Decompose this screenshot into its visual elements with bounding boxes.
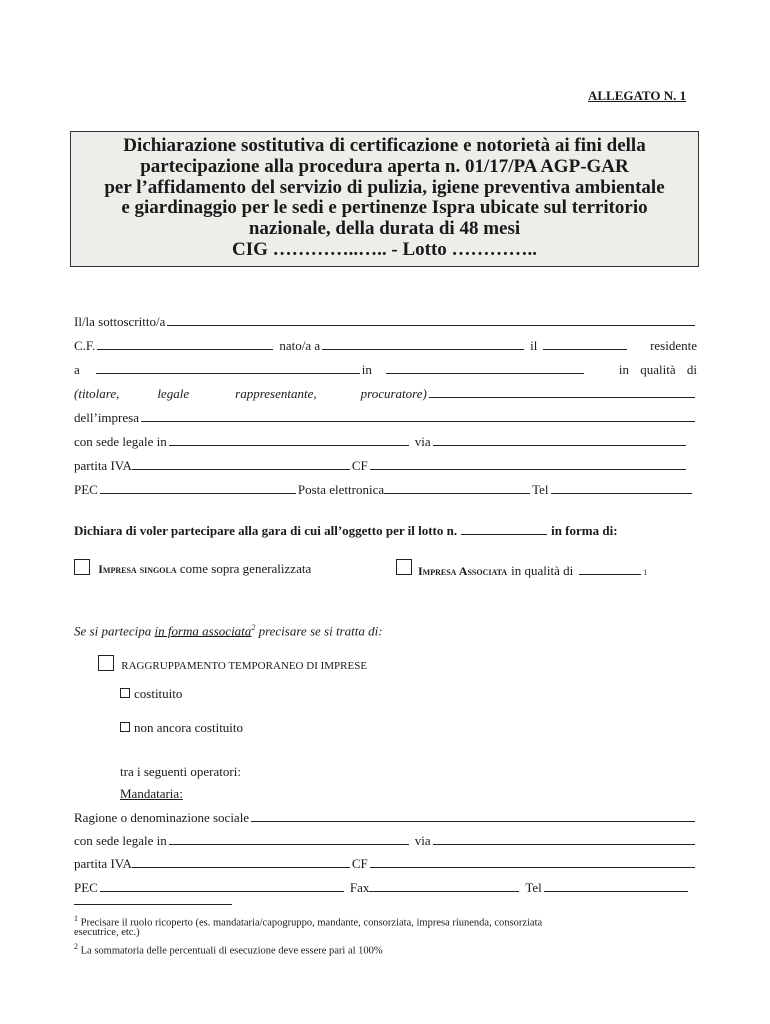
impresa-associata-checkbox[interactable] [396, 559, 412, 575]
mandataria-sede-label: con sede legale in [74, 833, 167, 848]
footnote-2-text: La sommatoria delle percentuali di esecuzione deve essere pari al 100% [80, 945, 383, 957]
a-label: a [74, 362, 80, 377]
impresa-singola-checkbox[interactable] [74, 559, 90, 575]
associata-note-link: in forma associata [154, 623, 252, 639]
mandataria-label: Mandataria: [120, 786, 183, 801]
il-field[interactable] [543, 338, 627, 350]
qualita-row [74, 386, 697, 402]
posta-field[interactable] [384, 482, 530, 494]
rti-label: RAGGRUPPAMENTO TEMPORANEO DI IMPRESE [121, 660, 368, 672]
procuratore-label: procuratore) [360, 386, 427, 401]
title-box [70, 131, 699, 267]
via-label: via [414, 434, 431, 449]
non-costituito-checkbox[interactable] [120, 722, 130, 732]
il-label: il [530, 338, 538, 353]
impresa-associata-label: Impresa Associata [418, 564, 508, 578]
a-field[interactable] [96, 362, 360, 374]
pec-row [74, 482, 694, 498]
footnote-1-line-1: Precisare il ruolo ricoperto (es. mandataria/capogruppo, mandante, consorziata, impresa riunenda, consorziata [80, 917, 543, 929]
qualita-field[interactable] [429, 386, 695, 398]
footnote-ref-2: 2 [251, 623, 256, 632]
title-line-4: e giardinaggio per le sedi e pertinenze Ispra ubicate sul territorio [121, 197, 648, 219]
titolare-label: (titolare, [74, 386, 120, 401]
nato-field[interactable] [322, 338, 524, 350]
associata-note [74, 620, 697, 639]
sede-label: con sede legale in [74, 434, 167, 449]
mandataria-fax-field[interactable] [369, 880, 519, 892]
pec-field[interactable] [100, 482, 296, 494]
legale-label: legale [157, 386, 190, 401]
rappresentante-label: rappresentante, [235, 386, 317, 401]
operatori-label: tra i seguenti operatori: [120, 764, 241, 779]
cf2-field[interactable] [370, 458, 686, 470]
mandataria-sede-field[interactable] [169, 833, 409, 845]
impresa-label: dell’impresa [74, 410, 139, 425]
cf-field[interactable] [97, 338, 273, 350]
in-label: in [361, 362, 372, 377]
footnote-2-mark: 2 [74, 942, 78, 951]
associata-field[interactable] [579, 563, 641, 575]
impresa-singola-label: Impresa singola [98, 562, 177, 576]
footnote-2 [74, 940, 383, 958]
costituito-checkbox[interactable] [120, 688, 130, 698]
mandataria-sede-row [74, 833, 697, 849]
cf-label: C.F. [74, 338, 96, 353]
impresa-associata-text: in qualità di [511, 563, 574, 578]
non-costituito-row [120, 720, 743, 736]
piva-row [74, 458, 688, 474]
ragione-row [74, 810, 697, 826]
mandataria-pec-row [74, 880, 690, 896]
rti-row [98, 655, 721, 674]
posta-label: Posta elettronica [297, 482, 385, 497]
title-line-1: Dichiarazione sostitutiva di certificazione e notorietà ai fini della [123, 135, 646, 156]
via-field[interactable] [433, 434, 686, 446]
nato-label: nato/a a [279, 338, 321, 353]
lotto-field[interactable] [461, 523, 547, 535]
tel-field[interactable] [551, 482, 692, 494]
ragione-label: Ragione o denominazione sociale [74, 810, 250, 825]
cf2-label: CF [351, 458, 368, 473]
mandataria-via-field[interactable] [433, 833, 695, 845]
mandataria-tel-label: Tel [525, 880, 542, 895]
dichiara-suffix: in forma di: [551, 523, 618, 538]
associata-note-suffix: precisare se si tratta di: [255, 623, 383, 639]
mandataria-fax-label: Fax [349, 880, 370, 895]
footnote-divider [74, 904, 232, 905]
cf-row [74, 338, 697, 354]
footnote-1 [74, 912, 697, 930]
sottoscritto-label: Il/la sottoscritto/a [74, 314, 166, 329]
footnote-ref-1: 1 [643, 568, 648, 577]
costituito-row [120, 686, 743, 702]
mandataria-pec-label: PEC [74, 880, 98, 895]
pec-label: PEC [74, 482, 98, 497]
associata-row [396, 559, 692, 581]
piva-label: partita IVA [74, 458, 132, 473]
mandataria-tel-field[interactable] [544, 880, 688, 892]
mandataria-piva-label: partita IVA [74, 856, 132, 871]
footnote-1-mark: 1 [74, 914, 78, 923]
title-line-2: partecipazione alla procedura aperta n. 01/17/PA AGP-GAR [140, 155, 629, 177]
impresa-singola-text: come sopra generalizzata [179, 561, 312, 576]
ragione-field[interactable] [251, 810, 695, 822]
mandataria-via-label: via [414, 833, 431, 848]
costituito-label: costituito [134, 686, 183, 701]
sede-field[interactable] [169, 434, 409, 446]
sottoscritto-field[interactable] [167, 314, 695, 326]
mandataria-piva-field[interactable] [132, 856, 350, 868]
qualita-label: in qualità di [618, 362, 697, 377]
mandataria-cf-field[interactable] [370, 856, 695, 868]
dichiara-text: Dichiara di voler partecipare alla gara di cui all’oggetto per il lotto n. [74, 523, 458, 538]
piva-field[interactable] [132, 458, 350, 470]
in-field[interactable] [386, 362, 584, 374]
sottoscritto-row [74, 314, 697, 330]
title-line-6: CIG …………..….. - Lotto ………….. [231, 238, 538, 260]
impresa-field[interactable] [141, 410, 695, 422]
allegato-label: ALLEGATO N. 1 [588, 88, 687, 103]
impresa-row [74, 410, 697, 426]
tel-label: Tel [532, 482, 549, 497]
title-line-5: nazionale, della durata di 48 mesi [248, 218, 521, 240]
rti-checkbox[interactable] [98, 655, 114, 671]
mandataria-cf-label: CF [351, 856, 368, 871]
dichiara-row [74, 523, 664, 539]
mandataria-pec-field[interactable] [100, 880, 344, 892]
mandataria-piva-row [74, 856, 697, 872]
associata-note-prefix: Se si partecipa [74, 623, 155, 639]
footnote-1-line-2: esecutrice, etc.) [74, 927, 140, 938]
sede-row [74, 434, 688, 450]
residente-label: residente [650, 338, 697, 353]
title-line-3: per l’affidamento del servizio di pulizia, igiene preventiva ambientale [104, 176, 665, 198]
non-costituito-label: non ancora costituito [134, 720, 244, 735]
residenza-row [74, 362, 697, 378]
